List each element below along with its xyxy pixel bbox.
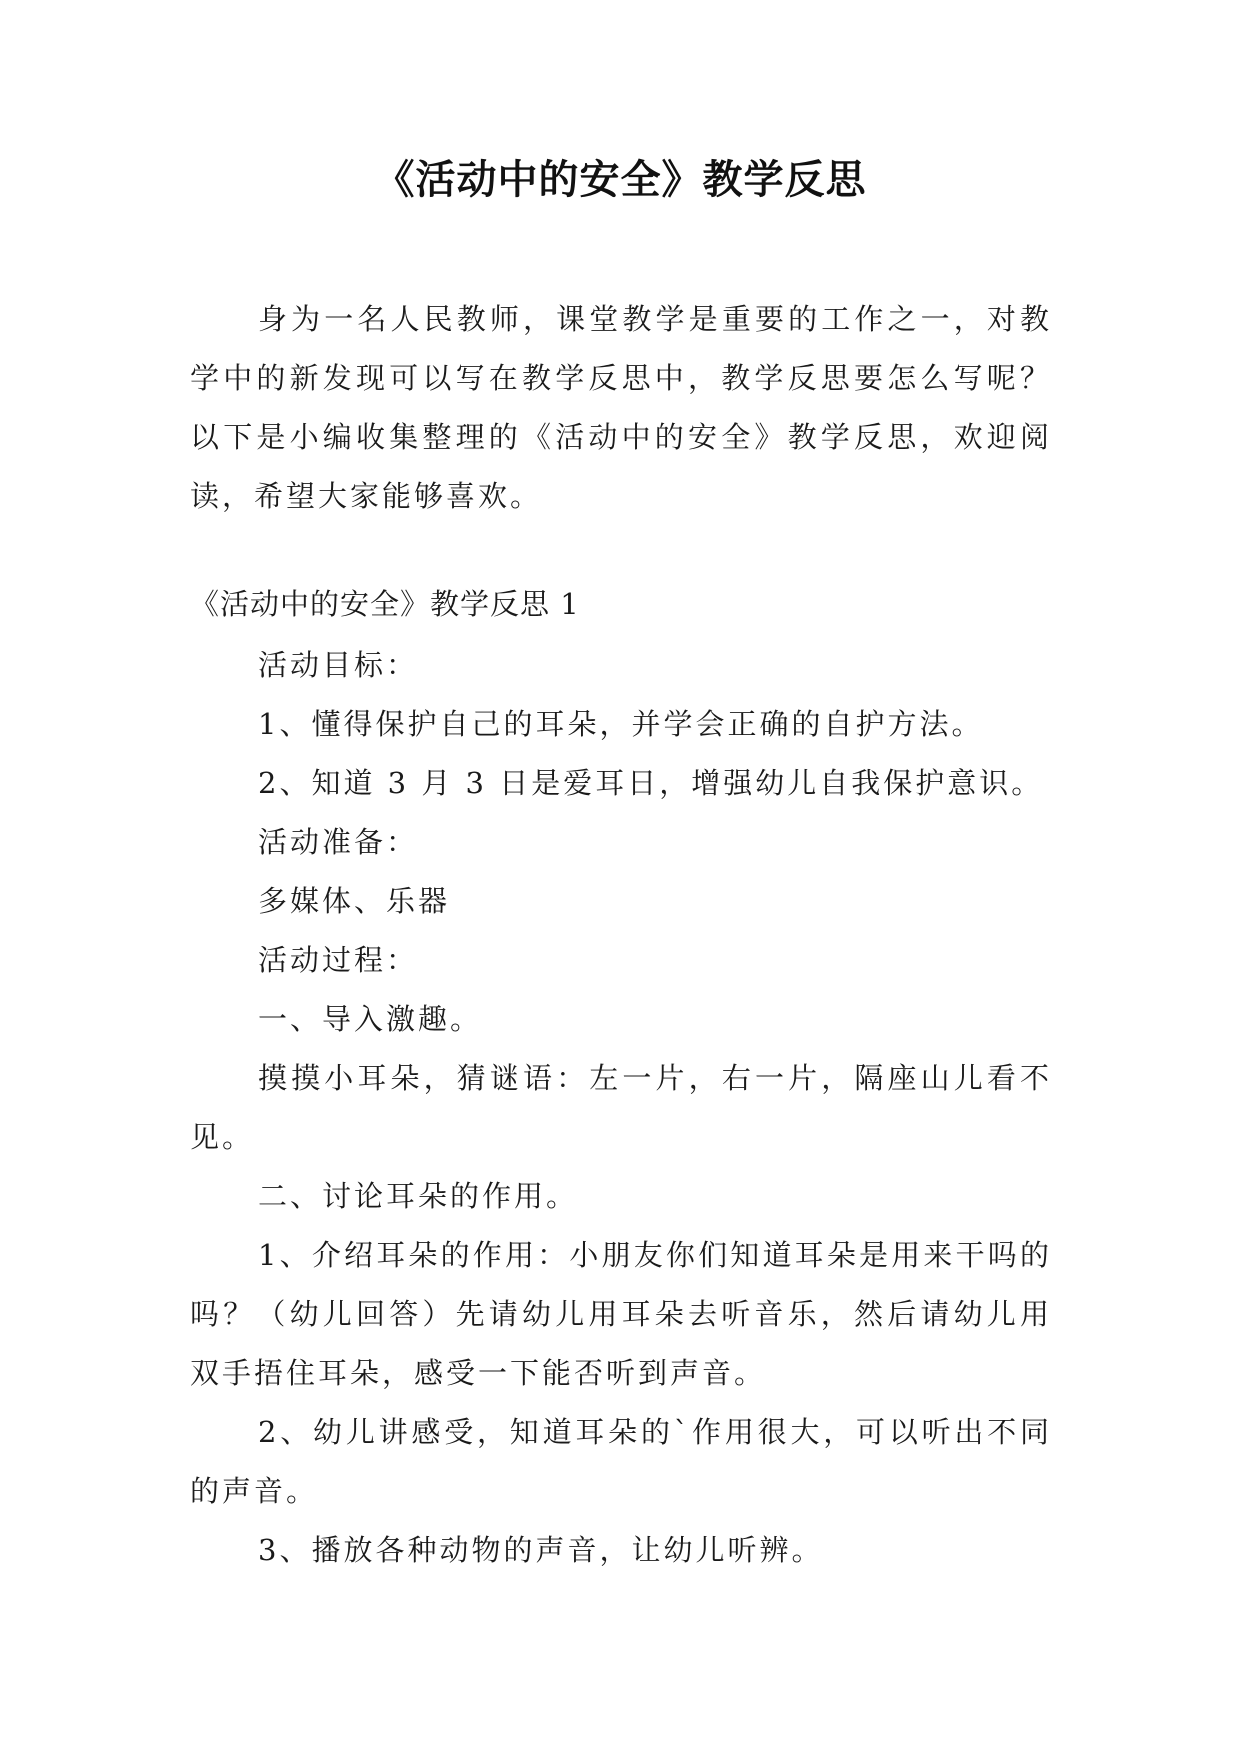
section-content (190, 636, 1052, 1580)
paragraph-activity-preparation: 活动准备： (258, 825, 419, 859)
paragraph-goal-2: 2、知道 3 月 3 日是爱耳日，增强幼儿自我保护意识。 (258, 766, 1044, 800)
paragraph-activity-goals: 活动目标： (258, 648, 419, 682)
paragraph-step-1: 一、导入激趣。 (258, 1002, 483, 1036)
paragraph-ear-function-2: 2、幼儿讲感受，知道耳朵的`作用很大，可以听出不同的声音。 (190, 1415, 1052, 1508)
paragraph-ear-function-1: 1、介绍耳朵的作用：小朋友你们知道耳朵是用来干吗的吗？（幼儿回答）先请幼儿用耳朵去听音乐，然后请幼儿用双手捂住耳朵，感受一下能否听到声音。 (190, 1238, 1052, 1390)
paragraph-activity-process: 活动过程： (258, 943, 419, 977)
intro-paragraph: 身为一名人民教师，课堂教学是重要的工作之一，对教学中的新发现可以写在教学反思中，教学反思要怎么写呢？以下是小编收集整理的《活动中的安全》教学反思，欢迎阅读，希望大家能够喜欢。 (190, 302, 1052, 513)
paragraph-ear-function-3: 3、播放各种动物的声音，让幼儿听辨。 (258, 1533, 824, 1567)
section-heading: 《活动中的安全》教学反思 1 (190, 587, 580, 621)
document-title: 《活动中的安全》教学反思 (374, 157, 867, 203)
paragraph-materials: 多媒体、乐器 (258, 884, 451, 918)
paragraph-riddle: 摸摸小耳朵，猜谜语：左一片，右一片，隔座山儿看不见。 (190, 1061, 1052, 1154)
paragraph-step-2: 二、讨论耳朵的作用。 (258, 1179, 579, 1213)
paragraph-goal-1: 1、懂得保护自己的耳朵，并学会正确的自护方法。 (258, 707, 984, 741)
